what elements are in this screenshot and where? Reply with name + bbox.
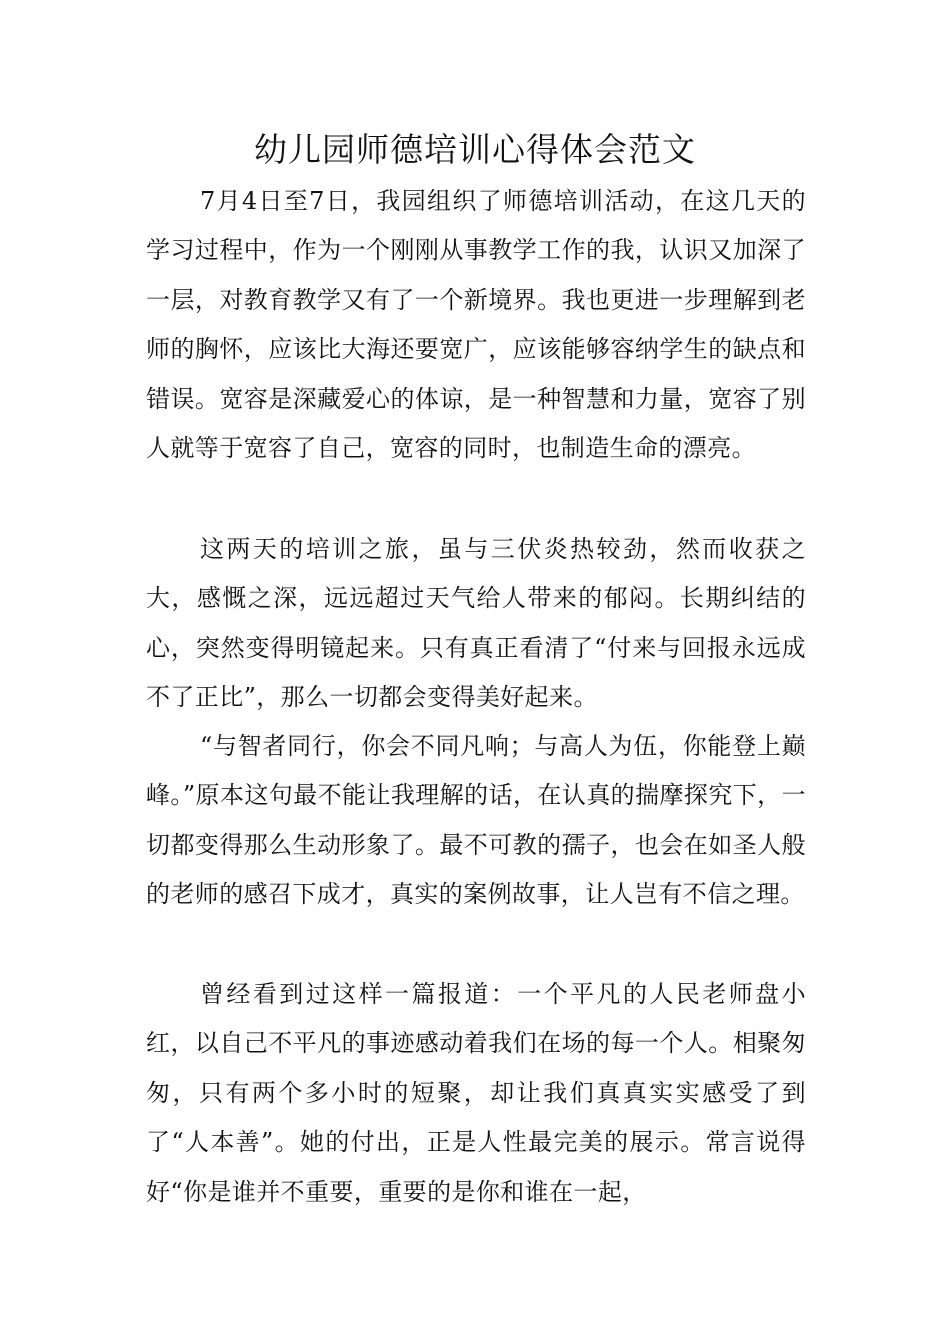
paragraph-3: “与智者同行，你会不同凡响；与高人为伍，你能登上巅峰。”原本这句最不能让我理解的话，在认真的揣摩探究下，一切都变得那么生动形象了。最不可教的孺子，也会在如圣人般的老师的感召下成才，真实的案例故事，让人岂有不信之理。 [146,732,806,909]
document-title: 幼儿园师德培训心得体会范文 [254,130,696,169]
paragraph-4: 曾经看到过这样一篇报道：一个平凡的人民老师盘小红，以自己不平凡的事迹感动着我们在场的每一个人。相聚匆匆，只有两个多小时的短聚，却让我们真真实实感受了到了“人本善”。她的付出，正是人性最完美的展示。常言说得好“你是谁并不重要，重要的是你和谁在一起， [146,980,806,1206]
paragraph-1: 7月4日至7日，我园组织了师德培训活动，在这几天的学习过程中，作为一个刚刚从事教学工作的我，认识又加深了一层，对教育教学又有了一个新境界。我也更进一步理解到老师的胸怀，应该比大海还要宽广，应该能够容纳学生的缺点和错误。宽容是深藏爱心的体谅，是一种智慧和力量，宽容了别人就等于宽容了自己，宽容的同时，也制造生命的漂亮。 [146,187,806,463]
paragraph-2: 这两天的培训之旅，虽与三伏炎热较劲，然而收获之大，感慨之深，远远超过天气给人带来的郁闷。长期纠结的心，突然变得明镜起来。只有真正看清了“付来与回报永远成不了正比”，那么一切都会变得美好起来。 [146,535,806,712]
